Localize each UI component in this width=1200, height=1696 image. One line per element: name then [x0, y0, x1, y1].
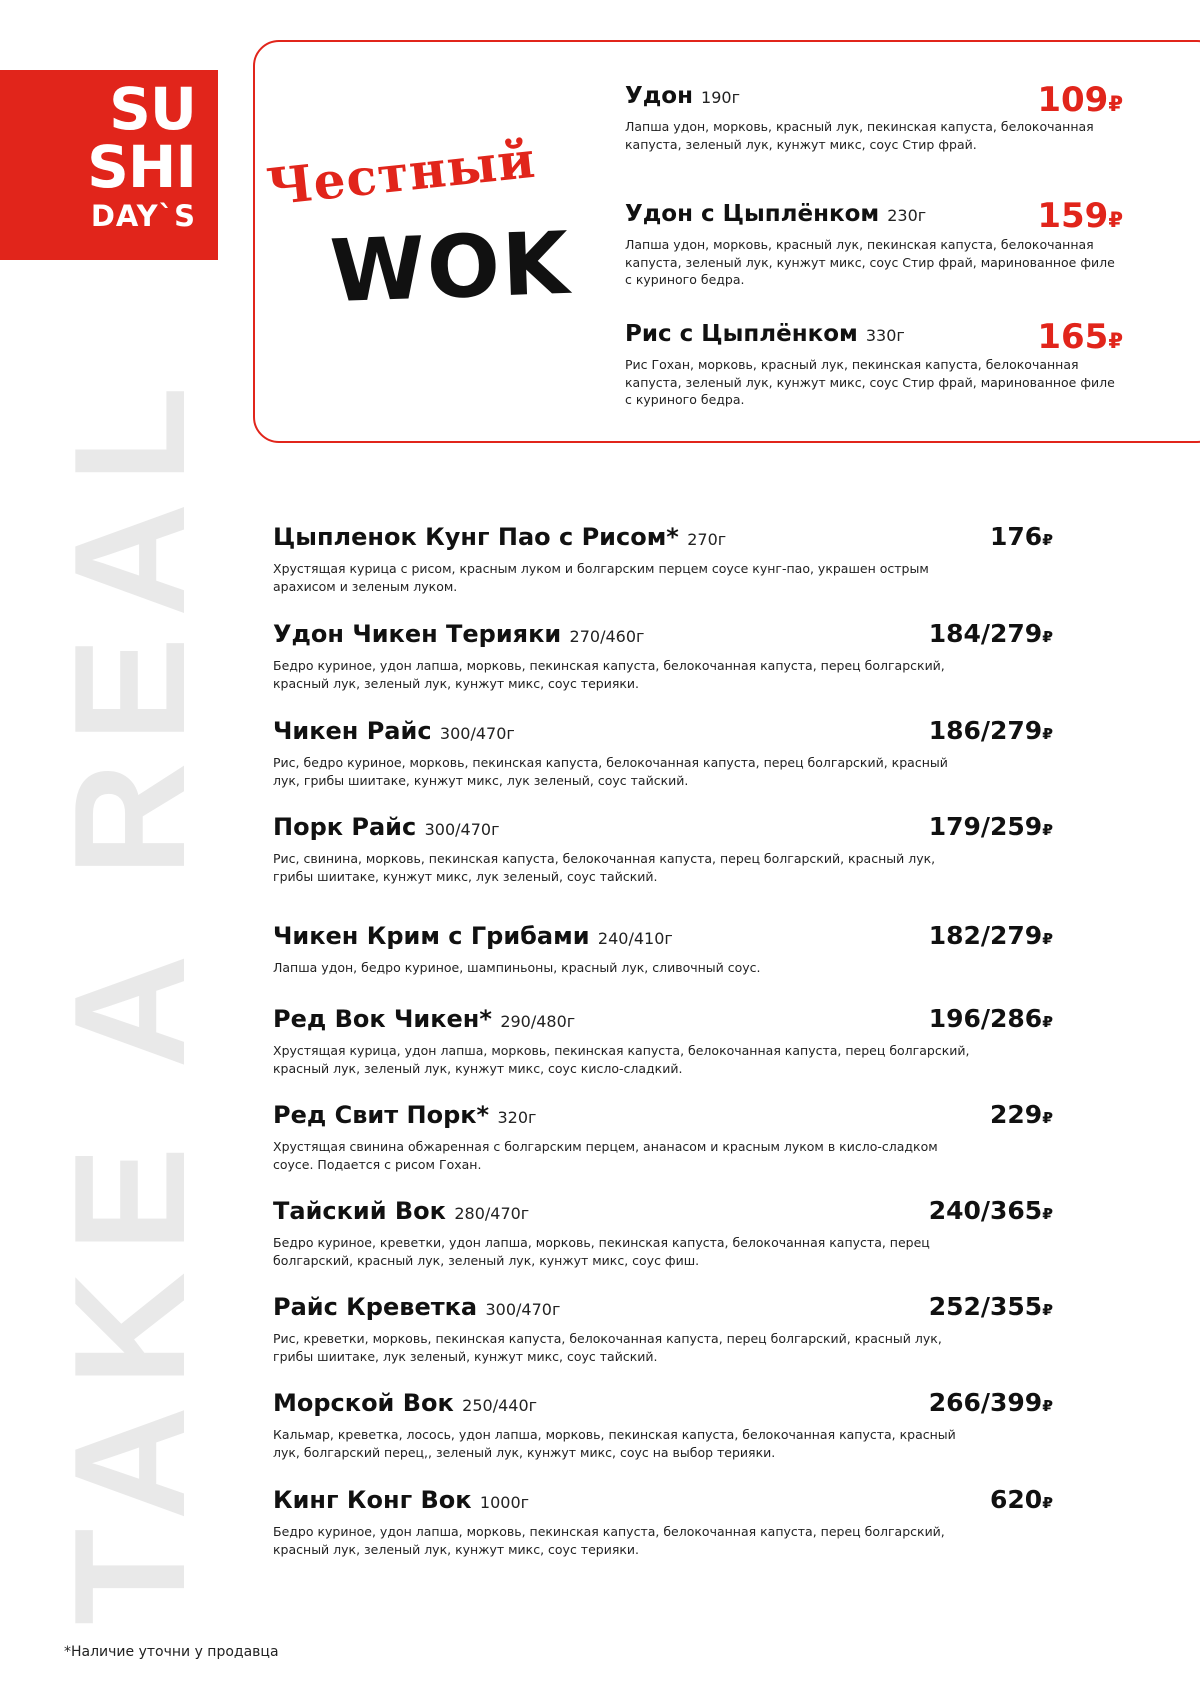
item-name: Тайский Вок 280/470г	[273, 1197, 530, 1225]
featured-price: 165₽	[1037, 317, 1123, 357]
item-price: 176₽	[990, 522, 1053, 551]
menu-item	[273, 1196, 1128, 1269]
item-weight: 300/470г	[485, 1300, 561, 1319]
logo-line-3: DAY`S	[90, 199, 196, 233]
item-description: Хрустящая курица с рисом, красным луком и болгарским перцем соусе кунг-пао, украшен острым арахисом и зеленым луком.	[273, 561, 929, 594]
item-weight: 300/470г	[439, 724, 515, 743]
item-weight: 270/460г	[569, 627, 645, 646]
wok-logo	[264, 129, 604, 328]
item-price: 240/365₽	[928, 1196, 1053, 1225]
item-weight: 230г	[887, 206, 927, 225]
menu-item	[273, 1388, 1128, 1461]
item-description: Хрустящая свинина обжаренная с болгарским перцем, ананасом и красным луком в кисло-сладком соусе. Подается с рисом Гохан.	[273, 1139, 938, 1172]
item-description: Рис, креветки, морковь, пекинская капуста, белокочанная капуста, перец болгарский, красный лук, грибы шиитаке, лук зеленый, кунжут микс, соус тайский.	[273, 1331, 942, 1364]
item-price: 196/286₽	[928, 1004, 1053, 1033]
item-name: Чикен Райс 300/470г	[273, 717, 515, 745]
item-description: Бедро куриное, креветки, удон лапша, морковь, пекинская капуста, белокочанная капуста, перец болгарский, красный лук, зеленый лук, кунжут микс, соус фиш.	[273, 1235, 930, 1268]
logo-line-1: SU	[109, 75, 196, 143]
item-weight: 330г	[865, 326, 905, 345]
item-weight: 320г	[497, 1108, 537, 1127]
footnote: *Наличие уточни у продавца	[64, 1644, 279, 1660]
item-price: 182/279₽	[928, 921, 1053, 950]
item-price: 252/355₽	[928, 1292, 1053, 1321]
item-name: Удон с Цыплёнком 230г	[625, 201, 927, 227]
menu-item	[273, 1485, 1128, 1558]
item-name: Рис с Цыплёнком 330г	[625, 321, 905, 347]
item-name: Порк Райс 300/470г	[273, 813, 500, 841]
item-weight: 240/410г	[597, 929, 673, 948]
menu-item	[273, 522, 1128, 595]
item-name: Ред Вок Чикен* 290/480г	[273, 1005, 576, 1033]
item-weight: 290/480г	[500, 1012, 576, 1031]
item-description: Лапша удон, морковь, красный лук, пекинская капуста, белокочанная капуста, зеленый лук, кунжут микс, соус Стир фрай, маринованное филе с куриного бедра.	[625, 237, 1115, 287]
menu-item	[273, 1100, 1128, 1173]
item-description: Лапша удон, морковь, красный лук, пекинская капуста, белокочанная капуста, зеленый лук, кунжут микс, соус Стир фрай.	[625, 119, 1094, 152]
wok-logo-line-2: WOK	[328, 213, 573, 323]
item-name: Цыпленок Кунг Пао с Рисом* 270г	[273, 523, 727, 551]
logo-line-2: SHI	[87, 133, 196, 201]
item-description: Рис Гохан, морковь, красный лук, пекинская капуста, белокочанная капуста, зеленый лук, кунжут микс, соус Стир фрай, маринованное филе с куриного бедра.	[625, 357, 1115, 407]
item-name: Морской Вок 250/440г	[273, 1389, 538, 1417]
menu-item	[273, 619, 1128, 692]
item-weight: 1000г	[479, 1493, 530, 1512]
menu-item	[273, 812, 1128, 885]
item-price: 266/399₽	[928, 1388, 1053, 1417]
menu-item	[273, 1292, 1128, 1365]
item-weight: 280/470г	[454, 1204, 530, 1223]
menu-item	[273, 716, 1128, 789]
item-description: Хрустящая курица, удон лапша, морковь, пекинская капуста, белокочанная капуста, перец болгарский, красный лук, зеленый лук, кунжут микс, соус кисло-сладкий.	[273, 1043, 970, 1076]
menu-item	[273, 1004, 1128, 1077]
watermark-text: TAKE A REAL	[42, 366, 218, 1625]
item-description: Рис, бедро куриное, морковь, пекинская капуста, белокочанная капуста, перец болгарский, красный лук, грибы шиитаке, кунжут микс, лук зеленый, соус тайский.	[273, 755, 948, 788]
featured-price: 109₽	[1037, 80, 1123, 120]
item-name: Ред Свит Порк* 320г	[273, 1101, 537, 1129]
item-description: Бедро куриное, удон лапша, морковь, пекинская капуста, белокочанная капуста, перец болгарский, красный лук, зеленый лук, кунжут микс, соус терияки.	[273, 658, 945, 691]
item-name: Райс Креветка 300/470г	[273, 1293, 561, 1321]
item-price: 620₽	[990, 1485, 1053, 1514]
item-weight: 250/440г	[462, 1396, 538, 1415]
item-name: Кинг Конг Вок 1000г	[273, 1486, 530, 1514]
featured-price: 159₽	[1037, 196, 1123, 236]
item-name: Чикен Крим с Грибами 240/410г	[273, 922, 673, 950]
brand-logo	[0, 70, 218, 260]
item-weight: 300/470г	[424, 820, 500, 839]
item-price: 186/279₽	[928, 716, 1053, 745]
item-price: 184/279₽	[928, 619, 1053, 648]
item-description: Бедро куриное, удон лапша, морковь, пекинская капуста, белокочанная капуста, перец болгарский, красный лук, зеленый лук, кунжут микс, соус терияки.	[273, 1524, 945, 1557]
item-price: 229₽	[990, 1100, 1053, 1129]
item-description: Лапша удон, бедро куриное, шампиньоны, красный лук, сливочный соус.	[273, 960, 761, 975]
item-name: Удон 190г	[625, 83, 740, 109]
item-description: Кальмар, креветка, лосось, удон лапша, морковь, пекинская капуста, белокочанная капуста, красный лук, болгарский перец,, зеленый лук, кунжут микс, соус на выбор терияки.	[273, 1427, 956, 1460]
item-weight: 270г	[687, 530, 727, 549]
menu-item	[273, 921, 1128, 977]
item-name: Удон Чикен Терияки 270/460г	[273, 620, 645, 648]
item-weight: 190г	[701, 88, 740, 107]
item-price: 179/259₽	[928, 812, 1053, 841]
wok-logo-line-1: Честный	[264, 129, 539, 217]
item-description: Рис, свинина, морковь, пекинская капуста, белокочанная капуста, перец болгарский, красный лук, грибы шиитаке, кунжут микс, лук зеленый, соус тайский.	[273, 851, 936, 884]
